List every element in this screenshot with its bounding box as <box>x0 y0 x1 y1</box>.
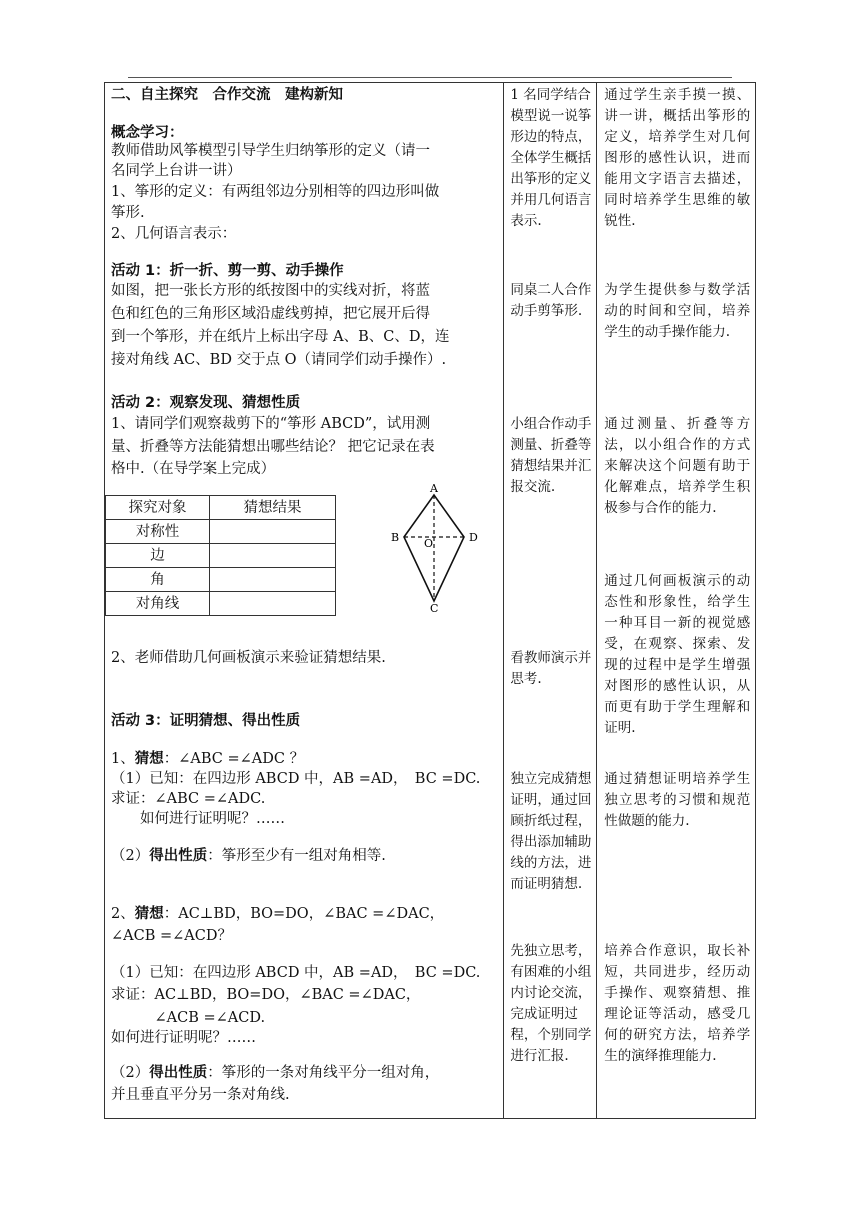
guess2-line: ∠ACB =∠ACD？ <box>111 928 232 944</box>
proof1-line: 求证：∠ABC =∠ADC. <box>111 791 266 807</box>
activity2-title: 活动 2：观察发现、猜想性质 <box>111 395 301 411</box>
proof2-line: 如何进行证明呢？…… <box>111 1030 256 1046</box>
design-intent-text: 通过猜想证明培养学生独立思考的习惯和规范性做题的能力. <box>604 771 751 829</box>
concept-line: 1、筝形的定义：有两组邻边分别相等的四边形叫做 <box>111 184 440 200</box>
teaching-content-column <box>105 83 504 1119</box>
table-row-label: 对称性 <box>106 520 210 544</box>
proof1-line: （1）已知：在四边形 ABCD 中，AB =AD， BC =DC. <box>111 771 481 787</box>
table-header: 猜想结果 <box>210 496 336 520</box>
conjecture-table <box>105 495 336 616</box>
activity2-line: 格中.（在导学案上完成） <box>111 461 276 477</box>
table-answer-cell[interactable] <box>210 544 336 568</box>
design-intent-column <box>597 83 756 1119</box>
student-activity-text: 1 名同学结合模型说一说筝形边的特点，全体学生概括出筝形的定义并用几何语言表示. <box>510 87 592 229</box>
design-intent-text: 为学生提供参与数学活动的时间和空间，培养学生的动手操作能力. <box>604 282 751 340</box>
design-intent-text: 通过测量、折叠等方法，以小组合作的方式来解决这个问题有助于化解难点，培养学生积极参与合作的能力. <box>604 416 751 516</box>
vertex-label-d: D <box>469 531 478 544</box>
activity1-line: 到一个筝形，并在纸片上标出字母 A、B、C、D，连 <box>111 329 450 345</box>
activity1-line: 如图，把一张长方形的纸按图中的实线对折，将蓝 <box>111 283 430 299</box>
table-answer-cell[interactable] <box>210 592 336 616</box>
design-intent-text: 通过几何画板演示的动态性和形象性，给学生一种耳目一新的视觉感受，在观察、探索、发现的过程中是学生增强对图形的感性认识，从而更有助于学生理解和证明. <box>604 573 751 736</box>
student-activity-column <box>504 83 597 1119</box>
table-answer-cell[interactable] <box>210 568 336 592</box>
center-label-o: O <box>424 537 434 550</box>
table-row-label: 角 <box>106 568 210 592</box>
activity1-line: 接对角线 AC、BD 交于点 O（请同学们动手操作）. <box>111 352 447 368</box>
activity2-demo: 2、老师借助几何画板演示来验证猜想结果. <box>111 650 386 666</box>
student-activity-text: 小组合作动手测量、折叠等猜想结果并汇报交流. <box>510 416 592 495</box>
design-intent-text: 培养合作意识，取长补短，共同进步，经历动手操作、观察猜想、推理论证等活动，感受几何的研究方法，培养学生的演绎推理能力. <box>604 943 751 1064</box>
concept-line: 筝形. <box>111 205 145 221</box>
activity1-line: 色和红色的三角形区域沿虚线剪掉，把它展开后得 <box>111 306 430 322</box>
header-rule <box>128 77 732 78</box>
student-activity-text: 同桌二人合作动手剪筝形. <box>510 282 592 319</box>
guess1-line: 1、猜想：∠ABC =∠ADC ？ <box>111 751 305 767</box>
property2-line: （2）得出性质：筝形的一条对角线平分一组对角， <box>111 1065 440 1081</box>
concept-line: 教师借助风筝模型引导学生归纳筝形的定义（请一 <box>111 143 430 159</box>
table-row-label: 边 <box>106 544 210 568</box>
table-row-label: 对角线 <box>106 592 210 616</box>
vertex-label-b: B <box>391 531 400 544</box>
kite-diagram <box>387 483 487 613</box>
concept-line: 2、几何语言表示： <box>111 226 237 242</box>
proof2-line: （1）已知：在四边形 ABCD 中，AB =AD， BC =DC. <box>111 965 481 981</box>
concept-heading: 概念学习： <box>111 125 184 141</box>
student-activity-text: 独立完成猜想证明，通过回顾折纸过程，得出添加辅助线的方法，进而证明猜想. <box>510 771 592 892</box>
proof1-line: 如何进行证明呢？…… <box>111 811 285 827</box>
property2-line: 并且垂直平分另一条对角线. <box>111 1087 290 1103</box>
vertex-label-c: C <box>430 602 439 613</box>
guess2-line: 2、猜想：AC⊥BD，BO=DO，∠BAC =∠DAC， <box>111 906 445 922</box>
proof2-line: 求证：AC⊥BD，BO=DO，∠BAC =∠DAC， <box>111 987 421 1003</box>
concept-line: 名同学上台讲一讲） <box>111 163 242 179</box>
student-activity-text: 看教师演示并思考. <box>510 650 592 687</box>
activity2-line: 1、请同学们观察裁剪下的“筝形 ABCD”，试用测 <box>111 416 431 432</box>
table-header: 探究对象 <box>106 496 210 520</box>
lesson-plan-table <box>104 82 756 1119</box>
activity1-title: 活动 1：折一折、剪一剪、动手操作 <box>111 263 344 279</box>
section-title: 二、自主探究 合作交流 建构新知 <box>111 87 343 103</box>
table-answer-cell[interactable] <box>210 520 336 544</box>
student-activity-text: 先独立思考，有困难的小组内讨论交流，完成证明过程，个别同学进行汇报. <box>510 943 592 1064</box>
activity3-title: 活动 3：证明猜想、得出性质 <box>111 713 301 729</box>
vertex-label-a: A <box>430 483 438 495</box>
proof2-line: ∠ACB =∠ACD. <box>111 1010 266 1026</box>
design-intent-text: 通过学生亲手摸一摸、讲一讲，概括出筝形的定义，培养学生对几何图形的感性认识，进而能用文字语言去描述，同时培养学生思维的敏锐性. <box>604 87 751 229</box>
property1-line: （2）得出性质：筝形至少有一组对角相等. <box>111 848 386 864</box>
activity2-line: 量、折叠等方法能猜想出哪些结论？ 把它记录在表 <box>111 439 435 455</box>
